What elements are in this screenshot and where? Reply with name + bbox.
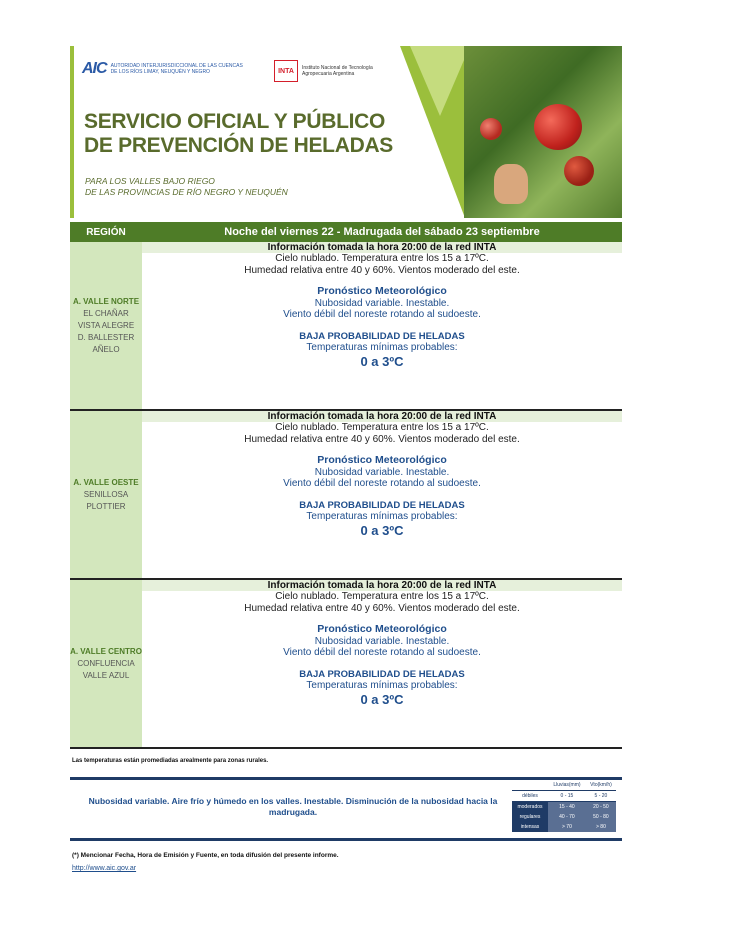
legend-row bbox=[512, 791, 616, 802]
legend-label: moderados bbox=[512, 802, 548, 813]
region-cell bbox=[70, 580, 142, 747]
forecast-line-1: Nubosidad variable. Inestable. bbox=[314, 466, 450, 478]
region-locality: D. BALLESTER bbox=[77, 332, 135, 342]
info-source: Información tomada la hora 20:00 de la red INTA bbox=[142, 411, 622, 422]
forecast-title: Pronóstico Meteorológico bbox=[317, 285, 447, 297]
report-header bbox=[70, 46, 622, 218]
region-locality: CONFLUENCIA bbox=[77, 658, 135, 668]
region-name: A. VALLE CENTRO bbox=[70, 646, 142, 656]
region-name: A. VALLE OESTE bbox=[73, 477, 139, 487]
title-line-2: DE PREVENCIÓN DE HELADAS bbox=[84, 134, 394, 157]
footer-link[interactable]: http://www.aic.gov.ar bbox=[72, 865, 137, 872]
region-cell bbox=[70, 242, 142, 409]
forecast-line-1: Nubosidad variable. Inestable. bbox=[314, 635, 450, 647]
legend-header-row bbox=[512, 780, 616, 791]
forecast-line-2: Viento débil del noreste rotando al sudoeste. bbox=[283, 309, 481, 320]
legend-row bbox=[512, 802, 616, 813]
table-header bbox=[70, 222, 622, 242]
legend-rain: 0 - 15 bbox=[548, 791, 586, 802]
region-locality: VALLE AZUL bbox=[82, 670, 130, 680]
legend-head-rain: Lluvias(mm) bbox=[548, 780, 586, 791]
region-locality: EL CHAÑAR bbox=[83, 308, 129, 318]
col-period: Noche del viernes 22 - Madrugada del sábado 23 septiembre bbox=[224, 226, 540, 238]
apple-photo bbox=[464, 46, 622, 218]
forecast-cell bbox=[142, 242, 622, 409]
table-row bbox=[70, 580, 622, 749]
info-source: Información tomada la hora 20:00 de la red INTA bbox=[142, 242, 622, 253]
legend-row bbox=[512, 822, 616, 832]
region-locality: PLOTTIER bbox=[86, 501, 126, 511]
forecast-title: Pronóstico Meteorológico bbox=[317, 623, 447, 635]
legend-table bbox=[512, 780, 616, 832]
observation-1: Cielo nublado. Temperatura entre los 15 a 17ºC. bbox=[275, 422, 489, 433]
region-name: A. VALLE NORTE bbox=[72, 296, 140, 306]
legend-wind: 5 - 20 bbox=[586, 791, 616, 802]
info-source: Información tomada la hora 20:00 de la red INTA bbox=[142, 580, 622, 591]
title-line-1: SERVICIO OFICIAL Y PÚBLICO bbox=[84, 110, 386, 133]
region-locality: VISTA ALEGRE bbox=[77, 320, 135, 330]
observation-1: Cielo nublado. Temperatura entre los 15 a 17ºC. bbox=[275, 253, 489, 264]
min-temp-value: 0 a 3ºC bbox=[360, 353, 404, 369]
legend-head-wind: Vto(km/h) bbox=[586, 780, 616, 791]
subtitle-line-1: PARA LOS VALLES BAJO RIEGO bbox=[85, 176, 215, 186]
frost-risk: BAJA PROBABILIDAD DE HELADAS bbox=[299, 668, 465, 680]
aic-mark: AIC bbox=[82, 60, 107, 77]
forecast-title: Pronóstico Meteorológico bbox=[317, 454, 447, 466]
forecast-cell bbox=[142, 411, 622, 578]
forecast-line-2: Viento débil del noreste rotando al sudoeste. bbox=[283, 647, 481, 658]
region-rows bbox=[70, 242, 622, 749]
observation-2: Humedad relativa entre 40 y 60%. Vientos moderado del este. bbox=[244, 264, 520, 276]
region-cell bbox=[70, 411, 142, 578]
min-temp-value: 0 a 3ºC bbox=[360, 691, 404, 707]
frost-risk: BAJA PROBABILIDAD DE HELADAS bbox=[299, 330, 465, 342]
observation-1: Cielo nublado. Temperatura entre los 15 a 17ºC. bbox=[275, 591, 489, 602]
legend-label: intensas bbox=[512, 822, 548, 832]
legend-wind: > 80 bbox=[586, 822, 616, 832]
legend-wind: 20 - 50 bbox=[586, 802, 616, 813]
min-temp-label: Temperaturas mínimas probables: bbox=[306, 680, 458, 691]
forecast-line-1: Nubosidad variable. Inestable. bbox=[314, 297, 450, 309]
summary-box bbox=[70, 777, 622, 841]
legend-rain: 40 - 70 bbox=[548, 812, 586, 822]
min-temp-label: Temperaturas mínimas probables: bbox=[306, 511, 458, 522]
min-temp-value: 0 a 3ºC bbox=[360, 522, 404, 538]
forecast-cell bbox=[142, 580, 622, 747]
footnote-temperatures: Las temperaturas están promediadas arealmente para zonas rurales. bbox=[72, 758, 269, 764]
legend-wind: 50 - 80 bbox=[586, 812, 616, 822]
legend-rain: 15 - 40 bbox=[548, 802, 586, 813]
inta-logo bbox=[274, 60, 382, 82]
page-subtitle bbox=[85, 176, 288, 198]
report-page bbox=[70, 46, 622, 749]
page-title bbox=[84, 110, 393, 158]
legend-rain: > 70 bbox=[548, 822, 586, 832]
observation-2: Humedad relativa entre 40 y 60%. Vientos moderado del este. bbox=[244, 602, 520, 614]
inta-mark: INTA bbox=[274, 60, 298, 82]
col-region: REGIÓN bbox=[86, 226, 126, 238]
subtitle-line-2: DE LAS PROVINCIAS DE RÍO NEGRO Y NEUQUÉN bbox=[85, 187, 288, 197]
table-row bbox=[70, 411, 622, 580]
legend-label: regulares bbox=[512, 812, 548, 822]
region-locality: AÑELO bbox=[92, 344, 120, 354]
header-accent-bar bbox=[70, 46, 74, 218]
frost-risk: BAJA PROBABILIDAD DE HELADAS bbox=[299, 499, 465, 511]
inta-text: Instituto Nacional de Tecnología Agropecuaria Argentina bbox=[302, 65, 373, 77]
summary-text: Nubosidad variable. Aire frío y húmedo en los valles. Inestable. Disminución de la nubosidad hacia la madrugada. bbox=[88, 796, 498, 817]
table-row bbox=[70, 242, 622, 411]
forecast-line-2: Viento débil del noreste rotando al sudoeste. bbox=[283, 478, 481, 489]
legend-label: débiles bbox=[512, 791, 548, 802]
footer-disclaimer: (*) Mencionar Fecha, Hora de Emisión y Fuente, en toda difusión del presente informe. bbox=[72, 852, 339, 859]
aic-logo bbox=[82, 60, 246, 78]
aic-text: AUTORIDAD INTERJURISDICCIONAL DE LAS CUENCAS DE LOS RÍOS LIMAY, NEUQUÉN Y NEGRO bbox=[110, 63, 243, 75]
min-temp-label: Temperaturas mínimas probables: bbox=[306, 342, 458, 353]
region-locality: SENILLOSA bbox=[83, 489, 129, 499]
observation-2: Humedad relativa entre 40 y 60%. Vientos moderado del este. bbox=[244, 433, 520, 445]
legend-row bbox=[512, 812, 616, 822]
